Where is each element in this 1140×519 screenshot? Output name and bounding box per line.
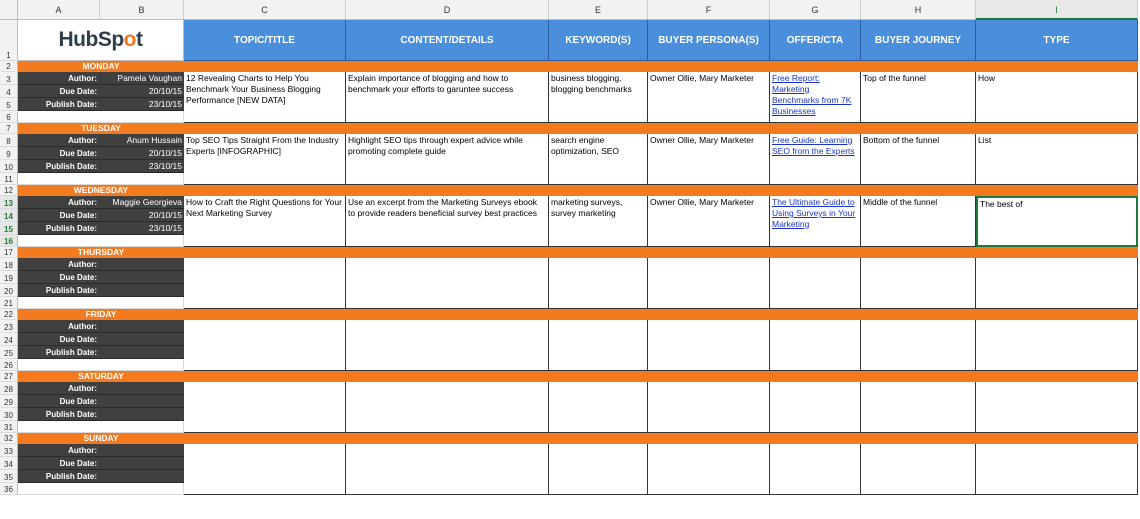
row-header[interactable]: 14 bbox=[0, 209, 18, 222]
day-label-friday: FRIDAY bbox=[18, 309, 184, 320]
column-title-content-details[interactable]: CONTENT/DETAILS bbox=[346, 20, 549, 61]
row-header[interactable]: 9 bbox=[0, 147, 18, 160]
row-header[interactable]: 18 bbox=[0, 258, 18, 271]
publish-value-cell[interactable] bbox=[100, 284, 184, 297]
keywords-cell[interactable] bbox=[549, 320, 648, 371]
topic-cell[interactable]: Top SEO Tips Straight From the Industry Experts [INFOGRAPHIC] bbox=[184, 134, 346, 185]
column-header-d[interactable]: D bbox=[346, 0, 549, 20]
row-header[interactable]: 26 bbox=[0, 359, 18, 371]
day-label-tuesday: TUESDAY bbox=[18, 123, 184, 134]
spacer-row[interactable] bbox=[18, 421, 184, 433]
row-header[interactable]: 13 bbox=[0, 196, 18, 209]
spacer-row[interactable] bbox=[18, 483, 184, 495]
topic-cell[interactable]: 12 Revealing Charts to Help You Benchmark Your Business Blogging Performance [NEW DATA] bbox=[184, 72, 346, 123]
publish-label: Publish Date: bbox=[18, 470, 100, 483]
day-divider-band bbox=[184, 433, 1138, 444]
author-label: Author: bbox=[18, 320, 100, 333]
keywords-cell[interactable] bbox=[549, 444, 648, 495]
column-header-e[interactable]: E bbox=[549, 0, 648, 20]
type-cell[interactable] bbox=[976, 444, 1138, 495]
keywords-cell[interactable]: business blogging, blogging benchmarks bbox=[549, 72, 648, 123]
due-label: Due Date: bbox=[18, 85, 100, 98]
topic-cell[interactable] bbox=[184, 320, 346, 371]
due-value-cell[interactable]: 20/10/15 bbox=[100, 85, 184, 98]
day-divider-band bbox=[184, 185, 1138, 196]
author-label: Author: bbox=[18, 444, 100, 457]
row-header[interactable]: 22 bbox=[0, 309, 18, 320]
column-title-buyer-journey[interactable]: BUYER JOURNEY bbox=[861, 20, 976, 61]
persona-cell[interactable]: Owner Ollie, Mary Marketer bbox=[648, 196, 770, 247]
content-cell[interactable] bbox=[346, 320, 549, 371]
keywords-cell[interactable] bbox=[549, 382, 648, 433]
row-header[interactable]: 35 bbox=[0, 470, 18, 483]
day-label-thursday: THURSDAY bbox=[18, 247, 184, 258]
content-cell[interactable]: Explain importance of blogging and how to benchmark your efforts to garuntee success bbox=[346, 72, 549, 123]
topic-cell[interactable] bbox=[184, 444, 346, 495]
author-label: Author: bbox=[18, 196, 100, 209]
row-header[interactable]: 34 bbox=[0, 457, 18, 470]
offer-cell[interactable] bbox=[770, 382, 861, 433]
type-cell[interactable] bbox=[976, 382, 1138, 433]
row-header[interactable]: 3 bbox=[0, 72, 18, 85]
row-header[interactable]: 23 bbox=[0, 320, 18, 333]
offer-cell[interactable] bbox=[770, 444, 861, 495]
author-label: Author: bbox=[18, 258, 100, 271]
row-header[interactable]: 17 bbox=[0, 247, 18, 258]
due-label: Due Date: bbox=[18, 147, 100, 160]
publish-value-cell[interactable] bbox=[100, 470, 184, 483]
logo-text-end: t bbox=[135, 28, 143, 51]
due-value-cell[interactable]: 20/10/15 bbox=[100, 209, 184, 222]
persona-cell[interactable] bbox=[648, 320, 770, 371]
due-value-cell[interactable] bbox=[100, 457, 184, 470]
author-label: Author: bbox=[18, 382, 100, 395]
row-header[interactable]: 31 bbox=[0, 421, 18, 433]
spacer-row[interactable] bbox=[18, 173, 184, 185]
persona-cell[interactable] bbox=[648, 382, 770, 433]
column-title-keyword-s[interactable]: KEYWORD(S) bbox=[549, 20, 648, 61]
row-header[interactable]: 10 bbox=[0, 160, 18, 173]
offer-cell[interactable] bbox=[770, 258, 861, 309]
day-divider-band bbox=[184, 123, 1138, 134]
logo-text-start: HubSp bbox=[58, 28, 124, 51]
content-cell[interactable] bbox=[346, 258, 549, 309]
due-value-cell[interactable] bbox=[100, 271, 184, 284]
row-header[interactable]: 21 bbox=[0, 297, 18, 309]
topic-cell[interactable] bbox=[184, 382, 346, 433]
type-cell[interactable]: How bbox=[976, 72, 1138, 123]
publish-label: Publish Date: bbox=[18, 284, 100, 297]
journey-cell[interactable] bbox=[861, 444, 976, 495]
offer-cell[interactable]: Free Report: Marketing Benchmarks from 7K Businesses bbox=[770, 72, 861, 123]
due-label: Due Date: bbox=[18, 271, 100, 284]
due-value-cell[interactable]: 20/10/15 bbox=[100, 147, 184, 160]
day-label-saturday: SATURDAY bbox=[18, 371, 184, 382]
due-label: Due Date: bbox=[18, 395, 100, 408]
row-header[interactable]: 20 bbox=[0, 284, 18, 297]
column-title-buyer-persona-s[interactable]: BUYER PERSONA(S) bbox=[648, 20, 770, 61]
content-cell[interactable] bbox=[346, 382, 549, 433]
row-header[interactable]: 4 bbox=[0, 85, 18, 98]
column-header-i[interactable]: I bbox=[976, 0, 1138, 20]
row-header[interactable]: 28 bbox=[0, 382, 18, 395]
row-header[interactable]: 32 bbox=[0, 433, 18, 444]
row-header[interactable]: 5 bbox=[0, 98, 18, 111]
type-cell[interactable]: List bbox=[976, 134, 1138, 185]
column-title-type[interactable]: TYPE bbox=[976, 20, 1138, 61]
select-all-corner[interactable] bbox=[0, 0, 18, 20]
day-label-monday: MONDAY bbox=[18, 61, 184, 72]
author-label: Author: bbox=[18, 134, 100, 147]
author-value-cell[interactable] bbox=[100, 444, 184, 457]
due-value-cell[interactable] bbox=[100, 333, 184, 346]
journey-cell[interactable]: Bottom of the funnel bbox=[861, 134, 976, 185]
day-label-sunday: SUNDAY bbox=[18, 433, 184, 444]
column-header-h[interactable]: H bbox=[861, 0, 976, 20]
author-label: Author: bbox=[18, 72, 100, 85]
content-cell[interactable]: Highlight SEO tips through expert advice while promoting complete guide bbox=[346, 134, 549, 185]
row-header[interactable]: 12 bbox=[0, 185, 18, 196]
publish-value-cell[interactable]: 23/10/15 bbox=[100, 98, 184, 111]
hubspot-logo bbox=[18, 20, 184, 61]
journey-cell[interactable] bbox=[861, 382, 976, 433]
publish-value-cell[interactable]: 23/10/15 bbox=[100, 160, 184, 173]
row-header[interactable]: 29 bbox=[0, 395, 18, 408]
day-divider-band bbox=[184, 61, 1138, 72]
publish-value-cell[interactable] bbox=[100, 408, 184, 421]
journey-cell[interactable] bbox=[861, 258, 976, 309]
offer-cell[interactable]: The Ultimate Guide to Using Surveys in Your Marketing bbox=[770, 196, 861, 247]
column-header-c[interactable]: C bbox=[184, 0, 346, 20]
publish-label: Publish Date: bbox=[18, 408, 100, 421]
type-cell[interactable] bbox=[976, 320, 1138, 371]
row-header[interactable]: 19 bbox=[0, 271, 18, 284]
author-value-cell[interactable]: Pamela Vaughan bbox=[100, 72, 184, 85]
keywords-cell[interactable] bbox=[549, 258, 648, 309]
row-header[interactable]: 2 bbox=[0, 61, 18, 72]
type-cell[interactable]: The best of bbox=[976, 196, 1138, 247]
column-header-a[interactable]: A bbox=[18, 0, 100, 20]
row-header[interactable]: 6 bbox=[0, 111, 18, 123]
spacer-row[interactable] bbox=[18, 297, 184, 309]
author-value-cell[interactable]: Anum Hussain bbox=[100, 134, 184, 147]
row-header[interactable]: 16 bbox=[0, 235, 18, 247]
row-header[interactable]: 36 bbox=[0, 483, 18, 495]
content-cell[interactable]: Use an excerpt from the Marketing Surveys ebook to provide readers beneficial survey best practices bbox=[346, 196, 549, 247]
journey-cell[interactable]: Middle of the funnel bbox=[861, 196, 976, 247]
publish-label: Publish Date: bbox=[18, 98, 100, 111]
row-header[interactable]: 30 bbox=[0, 408, 18, 421]
column-title-offer-cta[interactable]: OFFER/CTA bbox=[770, 20, 861, 61]
publish-value-cell[interactable]: 23/10/15 bbox=[100, 222, 184, 235]
row-header[interactable]: 7 bbox=[0, 123, 18, 134]
journey-cell[interactable]: Top of the funnel bbox=[861, 72, 976, 123]
topic-cell[interactable] bbox=[184, 258, 346, 309]
row-header[interactable]: 27 bbox=[0, 371, 18, 382]
journey-cell[interactable] bbox=[861, 320, 976, 371]
publish-label: Publish Date: bbox=[18, 160, 100, 173]
persona-cell[interactable] bbox=[648, 444, 770, 495]
column-title-topic-title[interactable]: TOPIC/TITLE bbox=[184, 20, 346, 61]
publish-label: Publish Date: bbox=[18, 222, 100, 235]
author-value-cell[interactable] bbox=[100, 382, 184, 395]
type-cell[interactable] bbox=[976, 258, 1138, 309]
row-header[interactable]: 33 bbox=[0, 444, 18, 457]
content-cell[interactable] bbox=[346, 444, 549, 495]
publish-label: Publish Date: bbox=[18, 346, 100, 359]
topic-cell[interactable]: How to Craft the Right Questions for Your Next Marketing Survey bbox=[184, 196, 346, 247]
offer-cell[interactable]: Free Guide: Learning SEO from the Experts bbox=[770, 134, 861, 185]
column-header-b[interactable]: B bbox=[100, 0, 184, 20]
column-header-f[interactable]: F bbox=[648, 0, 770, 20]
row-header[interactable]: 25 bbox=[0, 346, 18, 359]
day-label-wednesday: WEDNESDAY bbox=[18, 185, 184, 196]
spacer-row[interactable] bbox=[18, 235, 184, 247]
due-label: Due Date: bbox=[18, 457, 100, 470]
row-header[interactable]: 1 bbox=[0, 20, 18, 61]
due-value-cell[interactable] bbox=[100, 395, 184, 408]
author-value-cell[interactable]: Maggie Georgieva bbox=[100, 196, 184, 209]
persona-cell[interactable]: Owner Ollie, Mary Marketer bbox=[648, 72, 770, 123]
spacer-row[interactable] bbox=[18, 111, 184, 123]
persona-cell[interactable] bbox=[648, 258, 770, 309]
due-label: Due Date: bbox=[18, 333, 100, 346]
day-divider-band bbox=[184, 371, 1138, 382]
keywords-cell[interactable]: marketing surveys, survey marketing bbox=[549, 196, 648, 247]
row-header[interactable]: 15 bbox=[0, 222, 18, 235]
row-header[interactable]: 11 bbox=[0, 173, 18, 185]
day-divider-band bbox=[184, 309, 1138, 320]
row-header[interactable]: 8 bbox=[0, 134, 18, 147]
author-value-cell[interactable] bbox=[100, 258, 184, 271]
persona-cell[interactable]: Owner Ollie, Mary Marketer bbox=[648, 134, 770, 185]
day-divider-band bbox=[184, 247, 1138, 258]
row-header[interactable]: 24 bbox=[0, 333, 18, 346]
publish-value-cell[interactable] bbox=[100, 346, 184, 359]
logo-sprocket: o bbox=[123, 28, 136, 51]
due-label: Due Date: bbox=[18, 209, 100, 222]
spacer-row[interactable] bbox=[18, 359, 184, 371]
keywords-cell[interactable]: search engine optimization, SEO bbox=[549, 134, 648, 185]
offer-cell[interactable] bbox=[770, 320, 861, 371]
column-header-g[interactable]: G bbox=[770, 0, 861, 20]
author-value-cell[interactable] bbox=[100, 320, 184, 333]
